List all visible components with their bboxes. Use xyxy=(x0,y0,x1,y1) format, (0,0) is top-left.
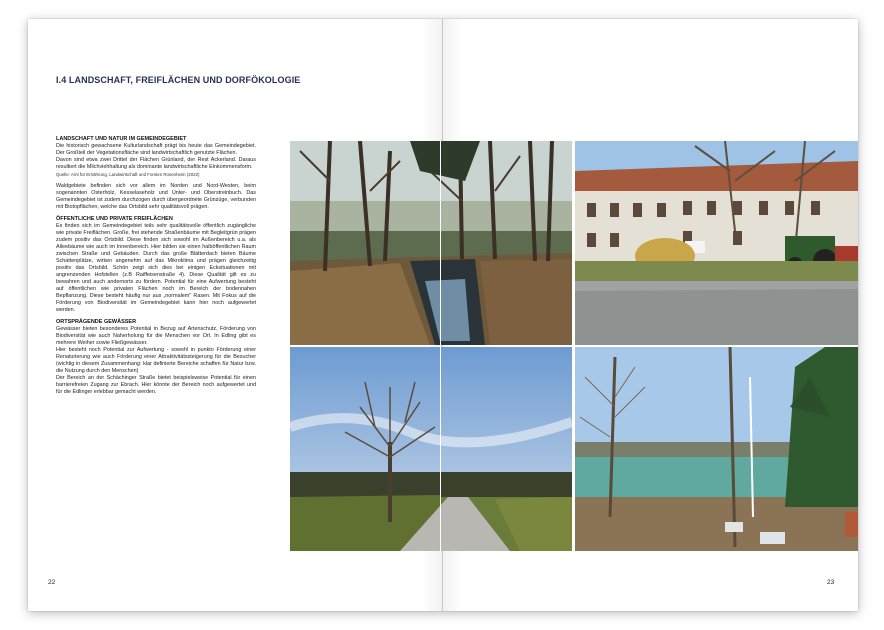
page-number-right: 23 xyxy=(827,579,835,586)
photo-tree-road xyxy=(290,347,572,551)
section-title: I.4 LANDSCHAFT, FREIFLÄCHEN UND DORFÖKOLOGIE xyxy=(56,75,301,85)
paragraph: Waldgebiete befinden sich vor allem im Norden und Nord-Westen, beim sogenannten Osterholz, Kesselaseholz und Unter- und Oberstreinbuch. Das Gemeindegebiet ist zudem durchzogen durch übergeordnete Grünzüge, verbunden mit Biotopflächen, welche das Ortsbild sehr qualitätsvoll prägen. xyxy=(56,183,256,210)
photo-pond-trees xyxy=(575,347,858,551)
paragraph: Hier besteht noch Potential zur Aufwertung - sowohl in punkto Förderung einer Renaturierung wie auch Förderung einer Attraktivitätssteigerung für die Besucher (wichtig in diesem Zusammenhang: klar definierte Bereiche schaffen für Natur bzw. die Nutzung durch den Menschen) xyxy=(56,347,256,374)
source-note: Quelle: Amt für Ernährung, Landwirtschaft und Forsten Rosenheim (2022) xyxy=(56,172,200,177)
photo-farmhouse xyxy=(575,141,858,345)
page-number-left: 22 xyxy=(48,579,56,586)
paragraph: Der Bereich an der Schächinger Straße bietet beispielsweise Potential für einen barrierefreien Zugang zur Ebrach. Hier könnte der Bereich noch aufgewertet und für die Edlinger erlebbar gemacht werden. xyxy=(56,375,256,395)
heading-landschaft: LANDSCHAFT UND NATUR IM GEMEINDEGEBIET xyxy=(56,136,187,142)
photo-forest-stream xyxy=(290,141,572,345)
paragraph: Es finden sich im Gemeindegebiet teils sehr qualitätsvolle öffentlich zugängliche wie private Freiflächen. Große, frei stehende Straßenbäume mit Begleitgrün prägen zudem positiv das Ortsbild. Diese finden sich sowohl im Außenbereich u.a. als Alleebäume wie auch im Innenbereich. Hier bilden sie einen halböffentlichen Raum zwischen Straße und Gebäuden. Durch das große Blätterdach bieten Bäume Schattenplätze, wirken angenehm auf das Mikroklima und prägen gleichzeitig positiv das Ortsbild. Schön zeigt sich dies bei einigen Ecksituationen mit angrenzenden Hofstellen (z.B Raiffeisenstraße 4). Diese Qualität gilt es zu bewahren und auch andernorts zu fördern. Potential für eine Aufwertung besteht auf öffentlichen wie privaten Flächen noch im Bereich der bodennahen Bepflanzung. Diese besteht häufig nur aus „normalem" Rasen. Mit Fokus auf die Förderung von Biodiversität im Gemeindegebiet kann hier noch aufgewertet werden. xyxy=(56,223,256,313)
paragraph: Davon sind etwa zwei Drittel der Flächen Grünland, der Rest Ackerland. Daraus resultiert die Milchviehhaltung als dominante landwirtschaftliche Einkommensform. xyxy=(56,157,256,170)
text-column xyxy=(56,136,256,396)
paragraph: Die historisch gewachsene Kulturlandschaft prägt bis heute das Gemeindegebiet. Der Großteil der Vegetationsfläche sind landwirtschaftlich genutzte Flächen. xyxy=(56,143,256,156)
heading-gewaesser: ORTSPRÄGENDE GEWÄSSER xyxy=(56,319,137,325)
heading-freiflaechen: ÖFFENTLICHE UND PRIVATE FREIFLÄCHEN xyxy=(56,216,173,222)
book-spread xyxy=(28,19,858,611)
paragraph: Gewässer bieten besonderes Potential in Bezug auf Artenschutz, Förderung von Biodiversität wie auch Naherholung für die Menschen vor Ort. In Edling gibt es mehrere Weiher sowie Fließgewässer. xyxy=(56,326,256,346)
